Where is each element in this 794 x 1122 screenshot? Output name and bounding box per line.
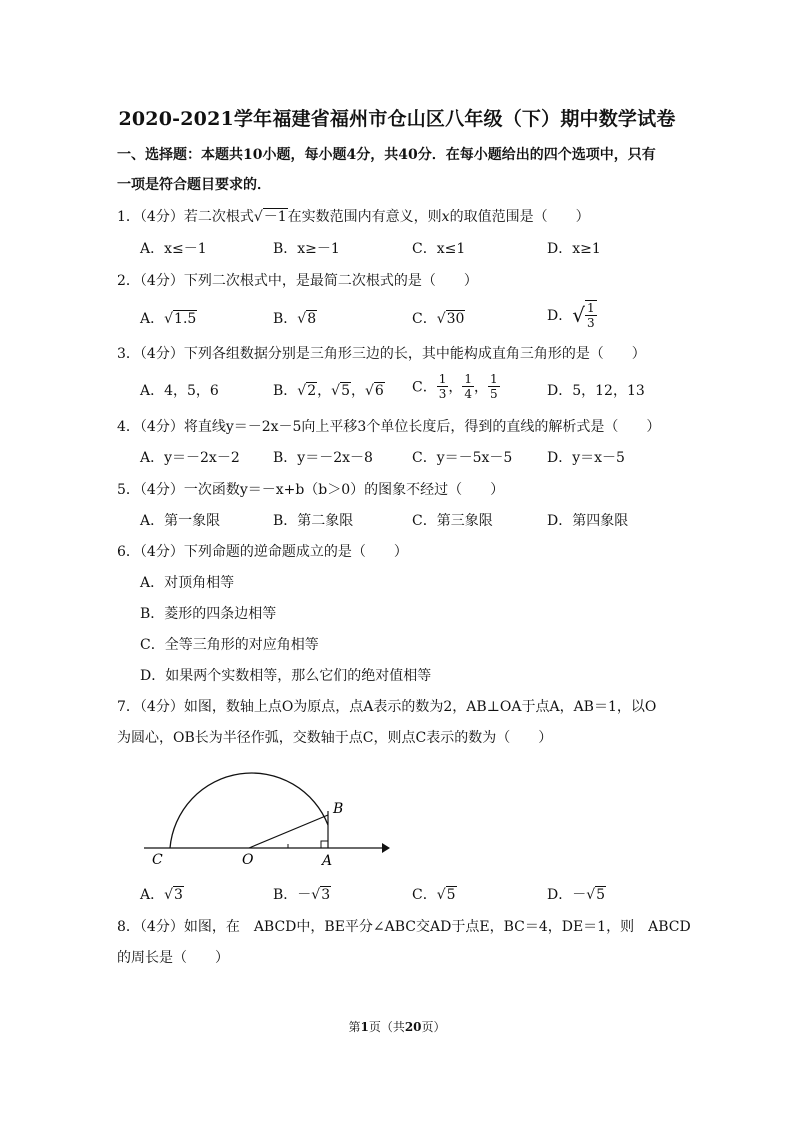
q6-option-c: C．全等三角形的对应角相等 — [140, 637, 319, 653]
q1-option-b: B．x≥－1 — [273, 241, 340, 257]
q6-option-a: A．对顶角相等 — [140, 575, 235, 591]
q7-arc — [170, 773, 328, 848]
question-4-stem: 4．（4分）将直线y＝－2x－5向上平移3个单位长度后，得到的直线的解析式是（ ） — [117, 419, 661, 435]
q7-label-o: O — [242, 852, 254, 868]
page-footer: 第1页（共20页） — [348, 1020, 446, 1034]
q7-number-line-figure — [130, 755, 400, 870]
section-line-1: 一、选择题：本题共10小题，每小题4分，共40分．在每小题给出的四个选项中，只有 — [117, 147, 656, 163]
q5-option-a: A．第一象限 — [140, 513, 221, 529]
q1-option-a: A．x≤－1 — [140, 241, 207, 257]
question-6-stem: 6．（4分）下列命题的逆命题成立的是（ ） — [117, 544, 408, 560]
q7-option-c: C．√5 — [412, 887, 456, 903]
question-8-line-1: 8．（4分）如图，在 ABCD中，BE平分∠ABC交AD于点E，BC＝4，DE＝1，则 ABCD — [117, 919, 691, 935]
q1-option-c: C．x≤1 — [412, 241, 466, 257]
q2-option-d: D．√ $\frac{1}{3}$ — [547, 301, 595, 330]
question-5-stem: 5．（4分）一次函数y＝－x+b（b＞0）的图象不经过（ ） — [117, 482, 505, 498]
q2-option-c: C．√30 — [412, 311, 465, 327]
q2-option-a: A．√1.5 — [140, 311, 197, 327]
q7-option-b: B．－√3 — [273, 887, 331, 903]
question-7-line-1: 7．（4分）如图，数轴上点O为原点，点A表示的数为2，AB⊥OA于点A，AB＝1，以O — [117, 699, 657, 715]
q3-option-b: B．√2，√5，√6 — [273, 383, 384, 399]
question-3-stem: 3．（4分）下列各组数据分别是三角形三边的长，其中能构成直角三角形的是（ ） — [117, 346, 646, 362]
q4-option-a: A．y＝－2x－2 — [140, 450, 240, 466]
q3-option-d: D．5，12，13 — [547, 383, 645, 399]
q2-option-b: B．√8 — [273, 311, 317, 327]
q7-segment-ob — [249, 815, 328, 848]
q1-option-d: D．x≥1 — [547, 241, 601, 257]
q7-label-c: C — [152, 852, 163, 868]
q7-label-b: B — [333, 801, 344, 817]
question-8-line-2: 的周长是（ ） — [117, 950, 229, 966]
q5-option-b: B．第二象限 — [273, 513, 354, 529]
question-1-stem: 1．（4分）若二次根式√－1在实数范围内有意义，则x的取值范围是（ ） — [117, 206, 590, 226]
radical: √－1 — [253, 209, 287, 225]
q5-option-c: C．第三象限 — [412, 513, 493, 529]
q4-option-d: D．y＝x－5 — [547, 450, 625, 466]
q5-option-d: D．第四象限 — [547, 513, 629, 529]
q6-option-b: B．菱形的四条边相等 — [140, 606, 277, 622]
q7-right-angle — [321, 841, 328, 848]
question-7-line-2: 为圆心，OB长为半径作弧，交数轴于点C，则点C表示的数为（ ） — [117, 730, 553, 746]
question-2-stem: 2．（4分）下列二次根式中，是最简二次根式的是（ ） — [117, 273, 478, 289]
exam-title: 2020-2021学年福建省福州市仓山区八年级（下）期中数学试卷 — [118, 108, 676, 130]
q3-option-c: C． $\frac{1}{3}$ ， $\frac{1}{4}$ ， $\frac{1}{5}$ — [412, 372, 498, 401]
q7-label-a: A — [322, 853, 333, 869]
section-line-2: 一项是符合题目要求的． — [117, 177, 271, 193]
q7-axis-arrow — [382, 843, 390, 853]
q7-option-d: D．－√5 — [547, 887, 606, 903]
q6-option-d: D．如果两个实数相等，那么它们的绝对值相等 — [140, 668, 432, 684]
current-page: 1 — [360, 1020, 369, 1034]
q3-option-a: A．4，5，6 — [140, 383, 219, 399]
q7-option-a: A．√3 — [140, 887, 183, 903]
total-pages: 20 — [404, 1020, 422, 1034]
section-heading — [117, 140, 687, 200]
q4-option-c: C．y＝－5x－5 — [412, 450, 513, 466]
q4-option-b: B．y＝－2x－8 — [273, 450, 373, 466]
